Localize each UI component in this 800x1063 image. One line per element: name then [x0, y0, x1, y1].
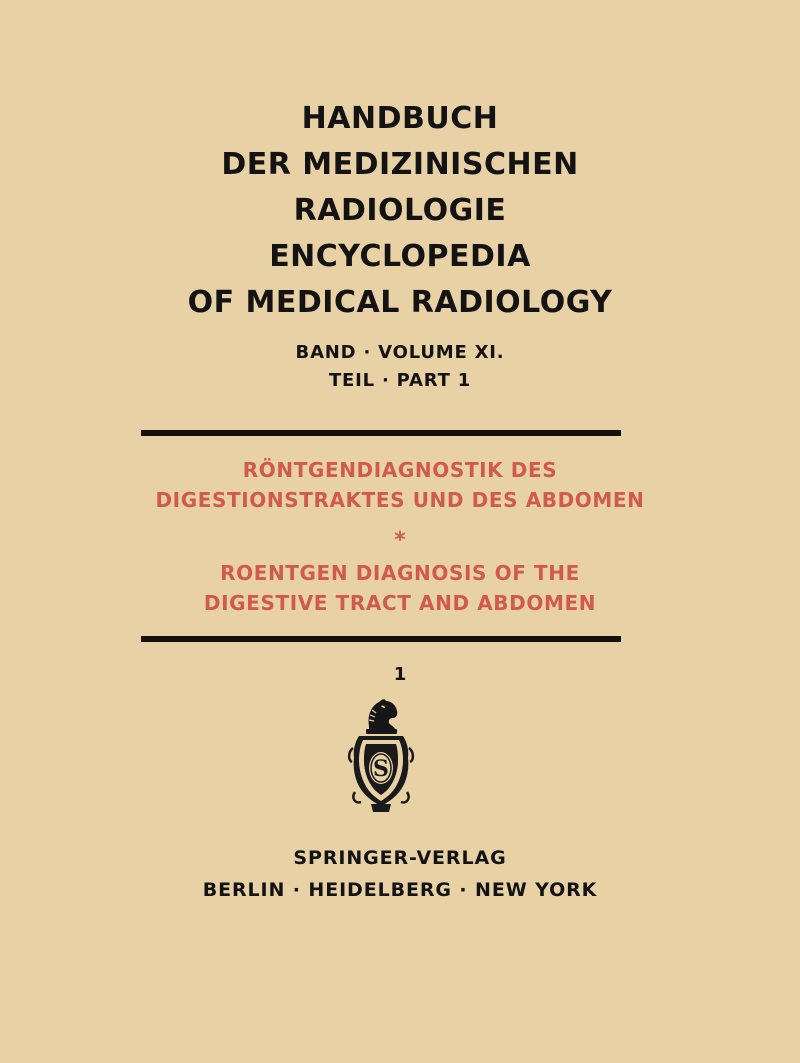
- volume-band: BAND · VOLUME XI.: [295, 342, 505, 363]
- title-line-3: RADIOLOGIE: [293, 193, 507, 228]
- publisher-cities: BERLIN · HEIDELBERG · NEW YORK: [202, 879, 598, 901]
- subject-separator-wrap: [0, 530, 800, 552]
- subject-english-line-2: DIGESTIVE TRACT AND ABDOMEN: [203, 591, 597, 615]
- title-line-2: DER MEDIZINISCHEN: [221, 147, 579, 182]
- publisher-block: [0, 842, 800, 906]
- subject-german-line-2: DIGESTIONSTRAKTES UND DES ABDOMEN: [155, 488, 645, 512]
- part-number-wrap: [0, 663, 800, 687]
- springer-chess-knight-logo-icon: [345, 696, 417, 818]
- volume-teil: TEIL · PART 1: [328, 370, 472, 391]
- title-line-5: OF MEDICAL RADIOLOGY: [187, 285, 613, 320]
- title-line-1: HANDBUCH: [301, 101, 499, 136]
- top-rule: [141, 430, 621, 436]
- logo-letter: S: [373, 756, 389, 782]
- bottom-rule: [141, 636, 621, 642]
- subject-english-line-1: ROENTGEN DIAGNOSIS OF THE: [220, 561, 580, 585]
- publisher-name: SPRINGER-VERLAG: [293, 847, 507, 869]
- volume-block: [0, 339, 800, 395]
- title-block: [0, 96, 800, 326]
- subject-separator: *: [394, 528, 406, 553]
- subject-german: [0, 455, 800, 515]
- title-line-4: ENCYCLOPEDIA: [269, 239, 531, 274]
- subject-german-line-1: RÖNTGENDIAGNOSTIK DES: [242, 458, 558, 482]
- subject-english: [0, 558, 800, 618]
- part-number: 1: [393, 664, 407, 685]
